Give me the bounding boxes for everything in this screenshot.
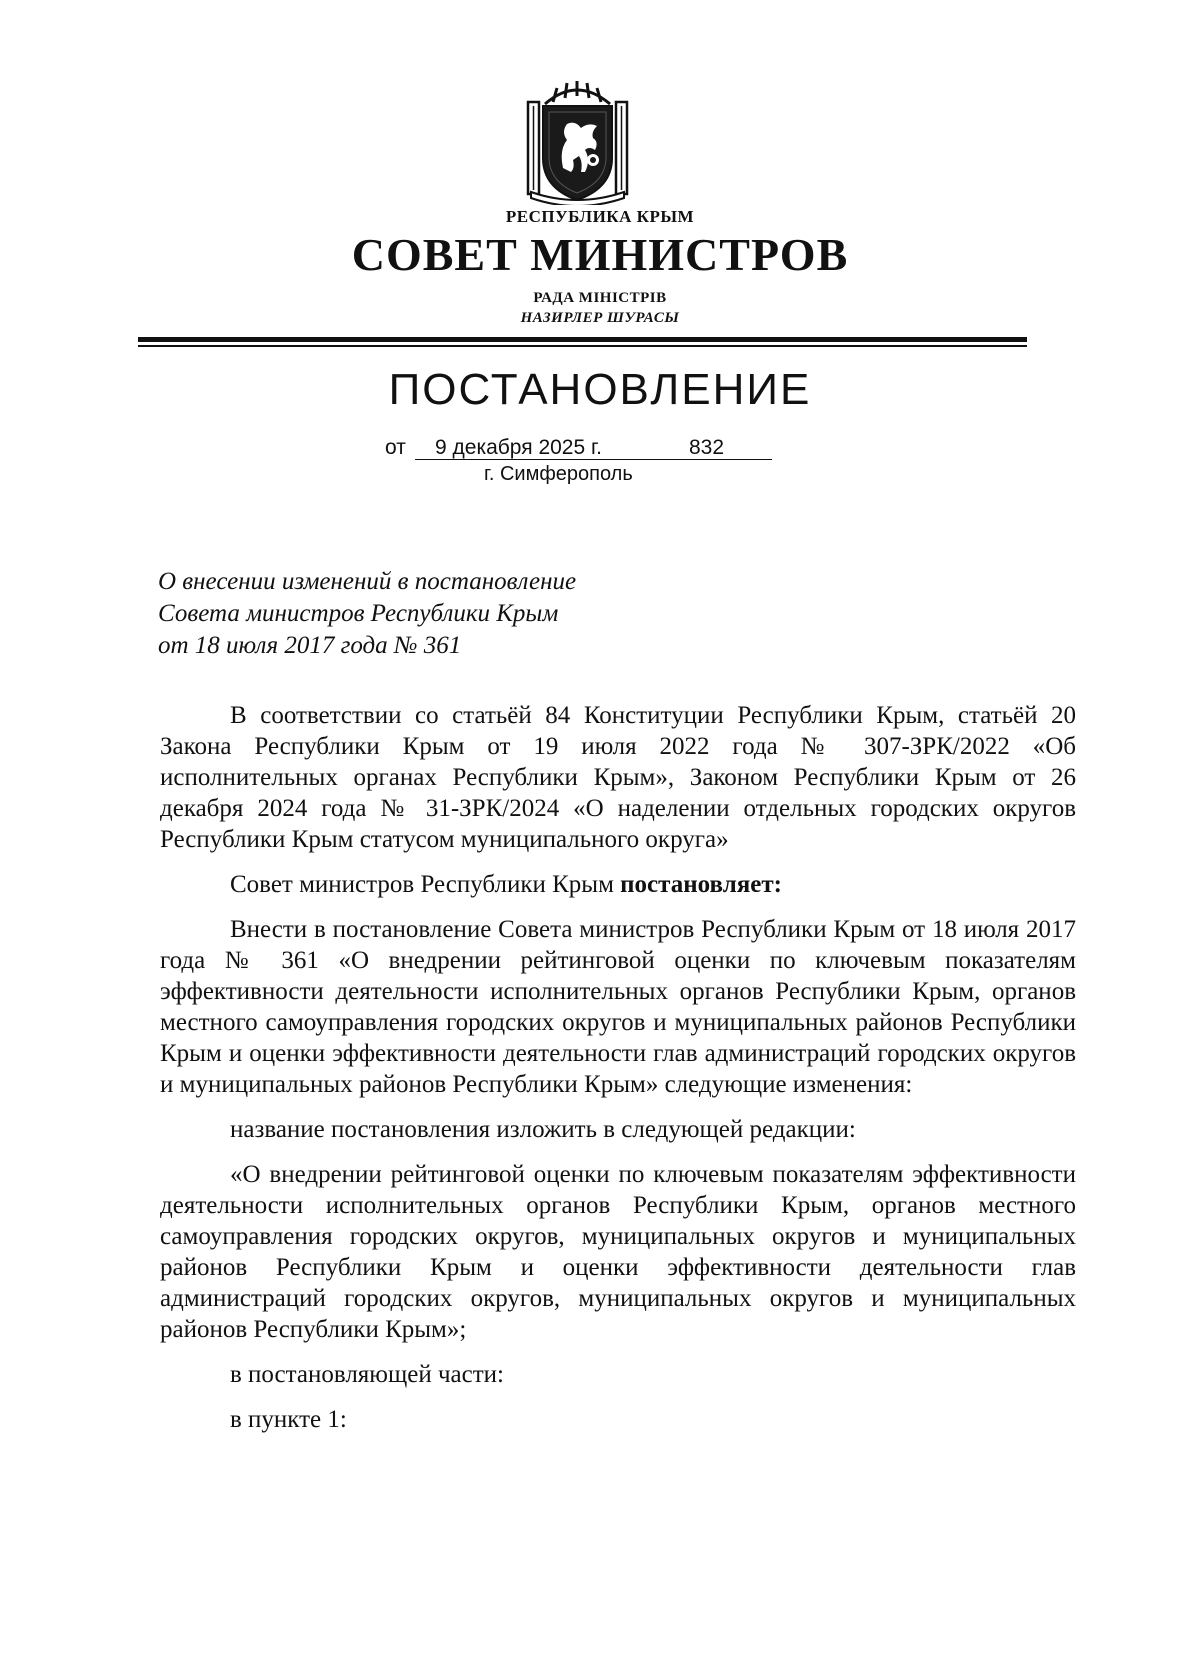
council-title-ukrainian: РАДА МІНІСТРІВ <box>533 290 667 306</box>
body-paragraph-new-title: «О внедрении рейтинговой оценки по ключевым показателям эффективности деятельности исполнительных органов Республики Крым, органов местного самоуправления городских округов, муниципальных округов и муниципальных районов Республики Крым и оценки эффективности деятельности глав администраций городских округов, муниципальных округов и муниципальных районов Республики Крым»; <box>160 1161 1076 1343</box>
decree-subject <box>158 566 758 662</box>
body-paragraph-legal-basis: В соответствии со статьёй 84 Конституции Республики Крым, статьёй 20 Закона Республики Крым от 19 июля 2022 года № 307-ЗРК/2022 «Об исполнительных органах Республики Крым», Законом Республики Крым от 26 декабря 2024 года № 31-ЗРК/2024 «О наделении отдельных городских округов Республики Крым статусом муниципального округа» <box>160 702 1076 853</box>
document-type-title: ПОСТАНОВЛЕНИЕ <box>388 365 812 414</box>
crimea-coat-of-arms-icon <box>525 80 630 205</box>
body-paragraph-resolves <box>160 869 1076 900</box>
republic-name: РЕСПУБЛИКА КРЫМ <box>505 207 695 226</box>
body-paragraph-operative-part: в постановляющей части: <box>230 1361 504 1388</box>
body-paragraph-amendment: Внести в постановление Совета министров Республики Крым от 18 июля 2017 года № 361 «О внедрении рейтинговой оценки по ключевым показателям эффективности деятельности исполнительных органов Республики Крым, органов местного самоуправления городских округов и муниципальных районов Республики Крым и оценки эффективности деятельности глав администраций городских округов и муниципальных районов Республики Крым» следующие изменения: <box>160 916 1076 1098</box>
decree-city: г. Симферополь <box>484 463 633 485</box>
date-prefix: от <box>385 436 406 459</box>
subject-line-2: Совета министров Республики Крым <box>158 600 559 627</box>
body-paragraph-title-change: название постановления изложить в следующей редакции: <box>230 1116 856 1143</box>
resolves-text: Совет министров Республики Крым <box>230 871 621 898</box>
body-paragraph-item-1: в пункте 1: <box>230 1406 347 1433</box>
resolves-keyword: постановляет: <box>620 871 782 898</box>
decree-date: 9 декабря 2025 г. <box>435 436 602 459</box>
header-divider-thick <box>138 337 1027 342</box>
decree-body <box>160 700 1076 1449</box>
council-title-crimean-tatar: НАЗИРЛЕР ШУРАСЫ <box>520 310 680 326</box>
decree-number: 832 <box>689 436 725 459</box>
header-divider-thin <box>138 345 1027 347</box>
decree-date-line <box>385 436 785 462</box>
subject-line-1: О внесении изменений в постановление <box>158 568 577 595</box>
subject-line-3: от 18 июля 2017 года № 361 <box>158 632 462 659</box>
council-title: СОВЕТ МИНИСТРОВ <box>351 229 849 280</box>
